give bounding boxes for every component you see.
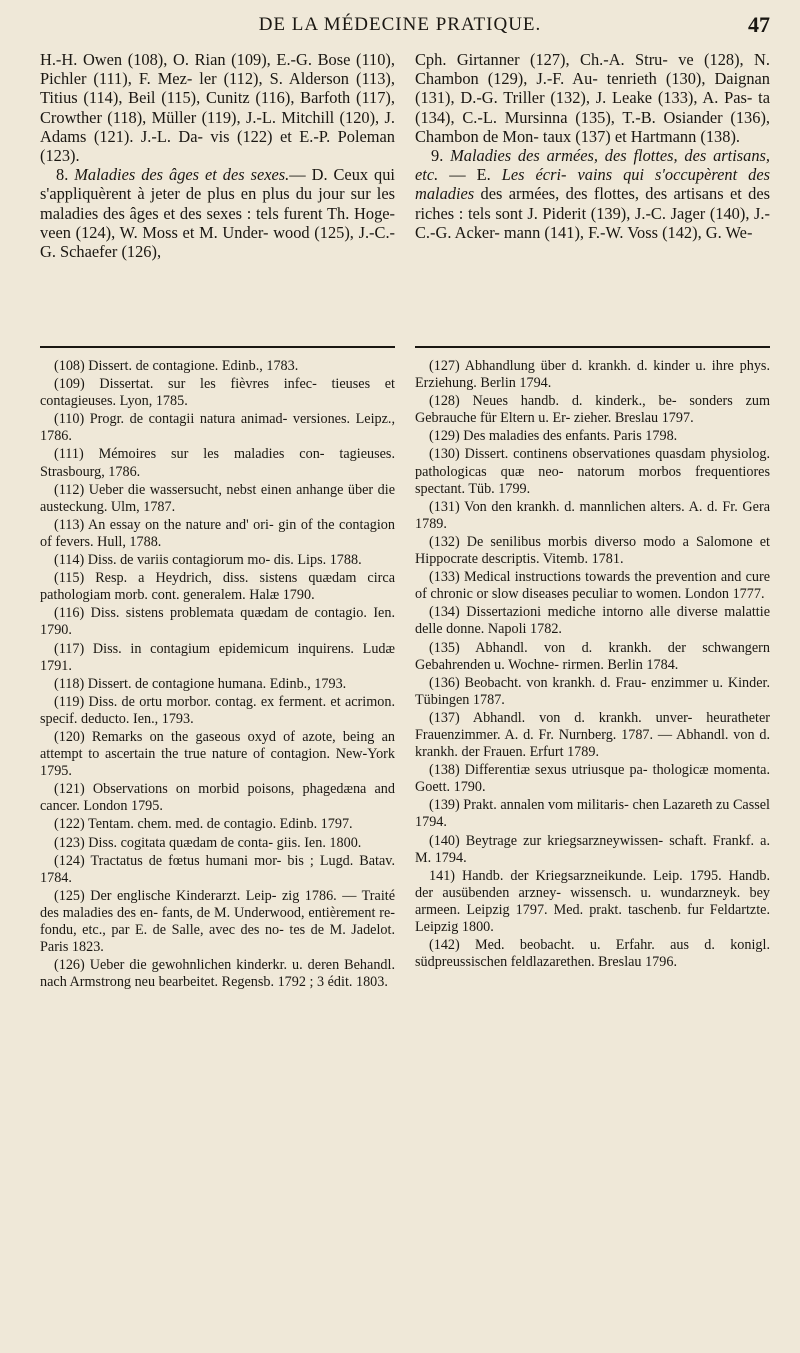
footnote: (114) Diss. de variis contagiorum mo- dis. Lips. 1788. — [54, 552, 362, 569]
footnote: (135) Abhandl. von d. krankh. der schwangern Gebahrenden u. Wochne- rirmen. Berlin 1784. — [415, 639, 770, 673]
paragraph-text: des armées, des flottes, des artisans et des riches : tels sont J. Piderit (139), J.-C. Jager (140), J.-C.-G. Acker- mann (141), F.-W. Voss (142), G. We- — [415, 184, 770, 242]
page-number: 47 — [748, 12, 770, 37]
right-body-paragraph-2 — [415, 146, 770, 242]
footnote: 141) Handb. der Kriegsarzneikunde. Leip. 1795. Handb. der ausübenden arzney- wissensch. u. wundarzneyk. bey armeen. Leipzig 1797. Med. prakt. taschenb. fur Feldartzte. Leipzig 1800. — [415, 867, 770, 935]
paragraph-text: — D. Ceux qui s'appliquèrent à jeter de plus en plus du jour sur les maladies des âges et des sexes : tels furent Th. Hoge- veen (124), W. Moss et M. Under- wood (125), J.-C.-G. Schaefer (126), — [40, 165, 395, 262]
footnote: (126) Ueber die gewohnlichen kinderkr. u. deren Behandl. nach Armstrong neu bearbeitet. Regensb. 1792 ; 3 édit. 1803. — [40, 957, 395, 991]
footnote: (116) Diss. sistens problemata quædam de contagio. Ien. 1790. — [40, 605, 395, 639]
footnote: (130) Dissert. continens observationes quasdam physiolog. pathologicas quæ neo- natorum morbos frequentiores spectant. Tüb. 1799. — [415, 446, 770, 497]
footnote: (119) Diss. de ortu morbor. contag. ex ferment. et acrimon. specif. deducto. Ien., 1793. — [40, 693, 395, 727]
footnote: (122) Tentam. chem. med. de contagio. Edinb. 1797. — [54, 816, 353, 833]
section-heading-continued: Les écri- vains qui s'occupèrent des maladies — [415, 165, 770, 204]
section-number: 9. — [431, 146, 451, 166]
footnote: (133) Medical instructions towards the prevention and cure of chronic or slow diseases peculiar to women. London 1777. — [415, 569, 770, 603]
footnote-divider — [415, 346, 770, 348]
footnote: (138) Differentiæ sexus utriusque pa- thologicæ momenta. Goett. 1790. — [415, 762, 770, 796]
footnote: (111) Mémoires sur les maladies con- tagieuses. Strasbourg, 1786. — [40, 446, 395, 480]
footnote: (134) Dissertazioni mediche intorno alle diverse malattie delle donne. Napoli 1782. — [415, 604, 770, 638]
footnote: (137) Abhandl. von d. krankh. unver- heuratheter Frauenzimmer. A. d. Fr. Nurnberg. 1787. — Abhandl. von d. krankh. der Frauen. Erfurt 1789. — [415, 709, 770, 761]
footnote: (109) Dissertat. sur les fièvres infec- tieuses et contagieuses. Lyon, 1785. — [40, 376, 395, 410]
footnote: (125) Der englische Kinderarzt. Leip- zig 1786. — Traité des maladies des en- fants, de M. Underwood, entièrement re- fondu, etc., par E. de Salle, avec des no- tes de M. Jadelot. Paris 1823. — [40, 887, 395, 956]
footnote: (140) Beytrage zur kriegsarzneywissen- schaft. Frankf. a. M. 1794. — [415, 832, 770, 866]
left-body-paragraph-1: H.-H. Owen (108), O. Rian (109), E.-G. Bose (110), Pichler (111), F. Mez- ler (112), S. Alderson (113), Titius (114), Beil (115), Cunitz (116), Barfoth (117), Crowther (118), Müller (119), J.-L. Mitchill (120), J. Adams (121). J.-L. Da- vis (122) et E.-P. Poleman (123). — [40, 50, 395, 166]
footnote: (136) Beobacht. von krankh. d. Frau- enzimmer u. Kinder. Tübingen 1787. — [415, 674, 770, 708]
footnote: (127) Abhandlung über d. krankh. d. kinder u. ihre phys. Erziehung. Berlin 1794. — [415, 358, 770, 392]
section-heading: Maladies des armées, des flottes, des artisans, etc. — [415, 146, 770, 185]
footnote: (123) Diss. cogitata quædam de conta- giis. Ien. 1800. — [54, 834, 362, 851]
left-body-text — [40, 50, 395, 340]
left-column — [40, 50, 395, 992]
footnote: (110) Progr. de contagii natura animad- versiones. Leipz., 1786. — [40, 411, 395, 445]
footnote: (129) Des maladies des enfants. Paris 1798. — [429, 428, 678, 445]
footnote: (132) De senilibus morbis diverso modo a Salomone et Hippocrate descriptis. Vitemb. 1781. — [415, 533, 770, 568]
footnote: (117) Diss. in contagium epidemicum inquirens. Ludæ 1791. — [40, 640, 395, 674]
footnote: (142) Med. beobacht. u. Erfahr. aus d. konigl. südpreussischen feldlazarethen. Breslau 1796. — [415, 937, 770, 971]
section-heading: Maladies des âges et des sexes. — [74, 165, 290, 185]
footnote: (108) Dissert. de contagione. Edinb., 1783. — [54, 358, 299, 374]
left-body-paragraph-2 — [40, 165, 395, 261]
right-body-paragraph-1: Cph. Girtanner (127), Ch.-A. Stru- ve (128), N. Chambon (129), J.-F. Au- tenrieth (130), Daignan (131), D.-G. Triller (132), J. Leake (133), A. Pas- ta (134), C.-L. Mursinna (135), T.-B. Osiander (136), Chambon de Mon- taux (137) et Hartmann (138). — [415, 50, 770, 146]
footnote: (131) Von den krankh. d. mannlichen alters. A. d. Fr. Gera 1789. — [415, 498, 770, 532]
footnote: (120) Remarks on the gaseous oxyd of azote, being an attempt to ascertain the true nature of contagion. New-York 1795. — [40, 728, 395, 780]
right-body-text — [415, 50, 770, 340]
footnote: (115) Resp. a Heydrich, diss. sistens quædam circa pathologiam morb. cont. generalem. Halæ 1790. — [40, 570, 395, 604]
footnote: (121) Observations on morbid poisons, phagedæna and cancer. London 1795. — [40, 781, 395, 815]
footnote: (124) Tractatus de fœtus humani mor- bis ; Lugd. Batav. 1784. — [40, 852, 395, 886]
footnote: (113) An essay on the nature and' ori- gin of the contagion of fevers. Hull, 1788. — [40, 516, 395, 550]
right-column — [415, 50, 770, 972]
right-footnotes — [415, 358, 770, 971]
left-footnotes — [40, 358, 395, 991]
footnote: (118) Dissert. de contagione humana. Edinb., 1793. — [54, 675, 347, 692]
running-title: DE LA MÉDECINE PRATIQUE. — [258, 14, 542, 35]
footnote: (139) Prakt. annalen vom militaris- chen Lazareth zu Cassel 1794. — [415, 797, 770, 831]
paragraph-text: — E. — [438, 165, 502, 185]
footnote-divider — [40, 346, 395, 348]
footnote: (112) Ueber die wassersucht, nebst einen anhange über die austeckung. Ulm, 1787. — [40, 481, 395, 515]
footnote: (128) Neues handb. d. kinderk., be- sonders zum Gebrauche für Eltern u. Er- zieher. Breslau 1797. — [415, 393, 770, 427]
section-number: 8. — [56, 165, 75, 185]
page-header — [0, 14, 800, 38]
